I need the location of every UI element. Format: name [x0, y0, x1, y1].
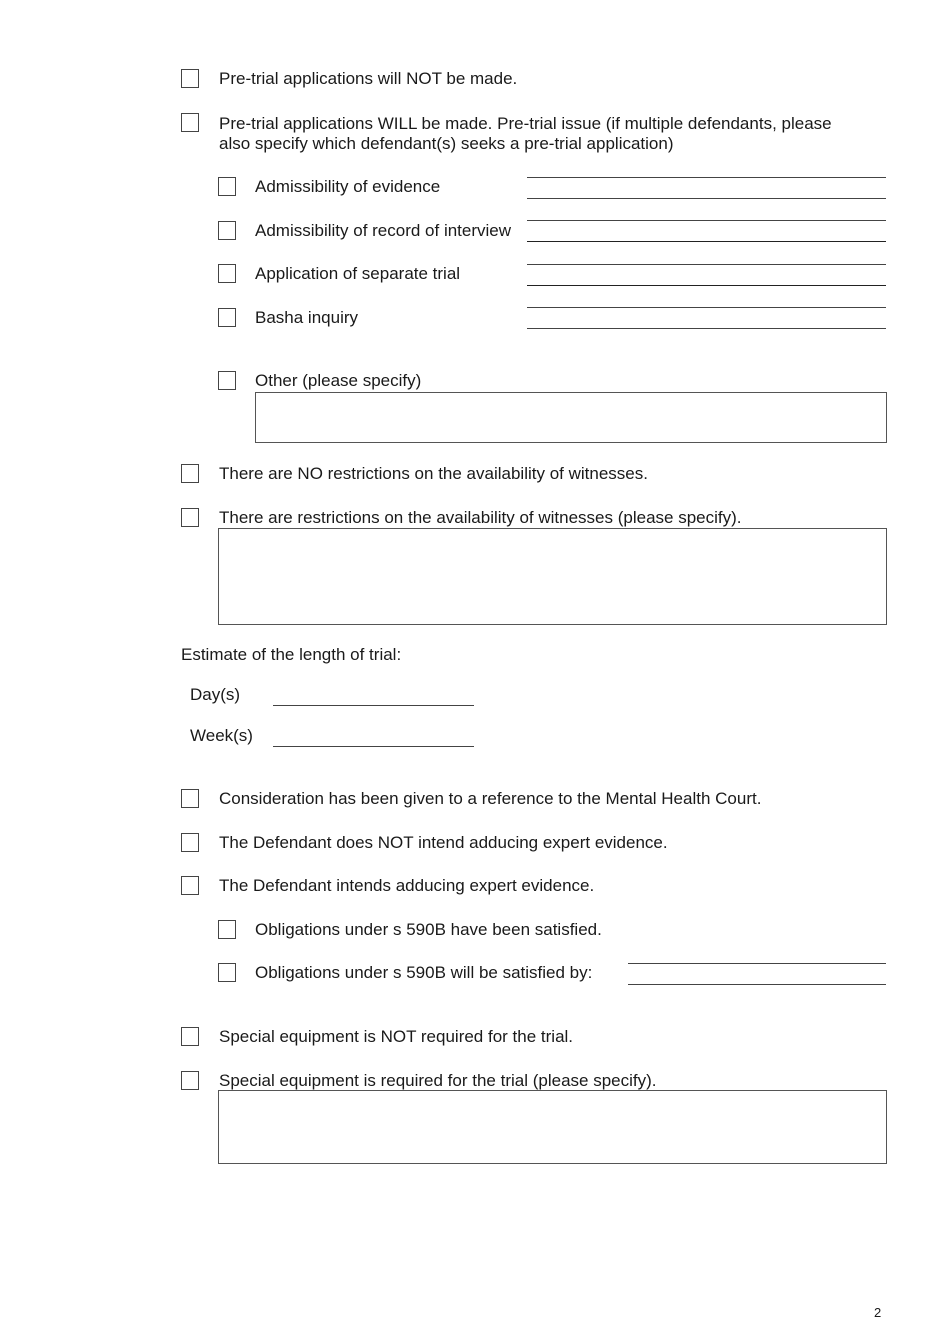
- trial-length-heading: Estimate of the length of trial:: [181, 645, 402, 664]
- witnesses-no-restrictions-label: There are NO restrictions on the availability of witnesses.: [219, 464, 648, 483]
- pretrial-will-be-made-checkbox[interactable]: [181, 113, 199, 132]
- issue-interview-checkbox[interactable]: [218, 221, 236, 240]
- expert-not-intend-checkbox[interactable]: [181, 833, 199, 852]
- witnesses-restrictions-label: There are restrictions on the availability of witnesses (please specify).: [219, 508, 742, 527]
- issue-separate-trial-label: Application of separate trial: [255, 264, 461, 283]
- obligations-will-be-satisfied-checkbox[interactable]: [218, 963, 236, 982]
- trial-length-weeks-label: Week(s): [190, 726, 253, 745]
- obligations-satisfied-checkbox[interactable]: [218, 920, 236, 939]
- expert-intends-checkbox[interactable]: [181, 876, 199, 895]
- witnesses-restrictions-checkbox[interactable]: [181, 508, 199, 527]
- obligations-date-line-2[interactable]: [628, 984, 886, 985]
- mental-health-checkbox[interactable]: [181, 789, 199, 808]
- issue-evidence-checkbox[interactable]: [218, 177, 236, 196]
- expert-not-intend-label: The Defendant does NOT intend adducing expert evidence.: [219, 833, 668, 852]
- issue-separate-trial-line-2[interactable]: [527, 285, 886, 286]
- issue-separate-trial-line-1[interactable]: [527, 264, 886, 265]
- issue-evidence-line-2[interactable]: [527, 198, 886, 199]
- issue-interview-line-2[interactable]: [527, 241, 886, 242]
- equipment-required-label: Special equipment is required for the trial (please specify).: [219, 1071, 657, 1090]
- pretrial-will-be-made-label-line1: Pre-trial applications WILL be made. Pre-trial issue (if multiple defendants, please: [219, 114, 832, 133]
- obligations-date-line-1[interactable]: [628, 963, 886, 964]
- witnesses-no-restrictions-checkbox[interactable]: [181, 464, 199, 483]
- issue-other-label: Other (please specify): [255, 371, 422, 390]
- pretrial-not-made-checkbox[interactable]: [181, 69, 199, 88]
- issue-evidence-label: Admissibility of evidence: [255, 177, 441, 196]
- pretrial-not-made-label: Pre-trial applications will NOT be made.: [219, 69, 518, 88]
- issue-basha-checkbox[interactable]: [218, 308, 236, 327]
- witnesses-restrictions-textbox[interactable]: [218, 528, 887, 625]
- expert-intends-label: The Defendant intends adducing expert evidence.: [219, 876, 595, 895]
- trial-length-days-label: Day(s): [190, 685, 241, 704]
- pretrial-will-be-made-label-line2: also specify which defendant(s) seeks a pre-trial application): [219, 134, 674, 153]
- equipment-required-checkbox[interactable]: [181, 1071, 199, 1090]
- obligations-satisfied-label: Obligations under s 590B have been satisfied.: [255, 920, 602, 939]
- issue-interview-label: Admissibility of record of interview: [255, 221, 512, 240]
- trial-length-weeks-line[interactable]: [273, 746, 474, 747]
- equipment-not-required-label: Special equipment is NOT required for the trial.: [219, 1027, 574, 1046]
- issue-other-checkbox[interactable]: [218, 371, 236, 390]
- issue-interview-line-1[interactable]: [527, 220, 886, 221]
- issue-other-textbox[interactable]: [255, 392, 887, 443]
- page-number: 2: [874, 1305, 882, 1320]
- equipment-required-textbox[interactable]: [218, 1090, 887, 1164]
- obligations-will-be-satisfied-label: Obligations under s 590B will be satisfied by:: [255, 963, 593, 982]
- issue-separate-trial-checkbox[interactable]: [218, 264, 236, 283]
- trial-length-days-line[interactable]: [273, 705, 474, 706]
- issue-basha-line-2[interactable]: [527, 328, 886, 329]
- issue-basha-line-1[interactable]: [527, 307, 886, 308]
- mental-health-label: Consideration has been given to a reference to the Mental Health Court.: [219, 789, 762, 808]
- equipment-not-required-checkbox[interactable]: [181, 1027, 199, 1046]
- issue-basha-label: Basha inquiry: [255, 308, 359, 327]
- issue-evidence-line-1[interactable]: [527, 177, 886, 178]
